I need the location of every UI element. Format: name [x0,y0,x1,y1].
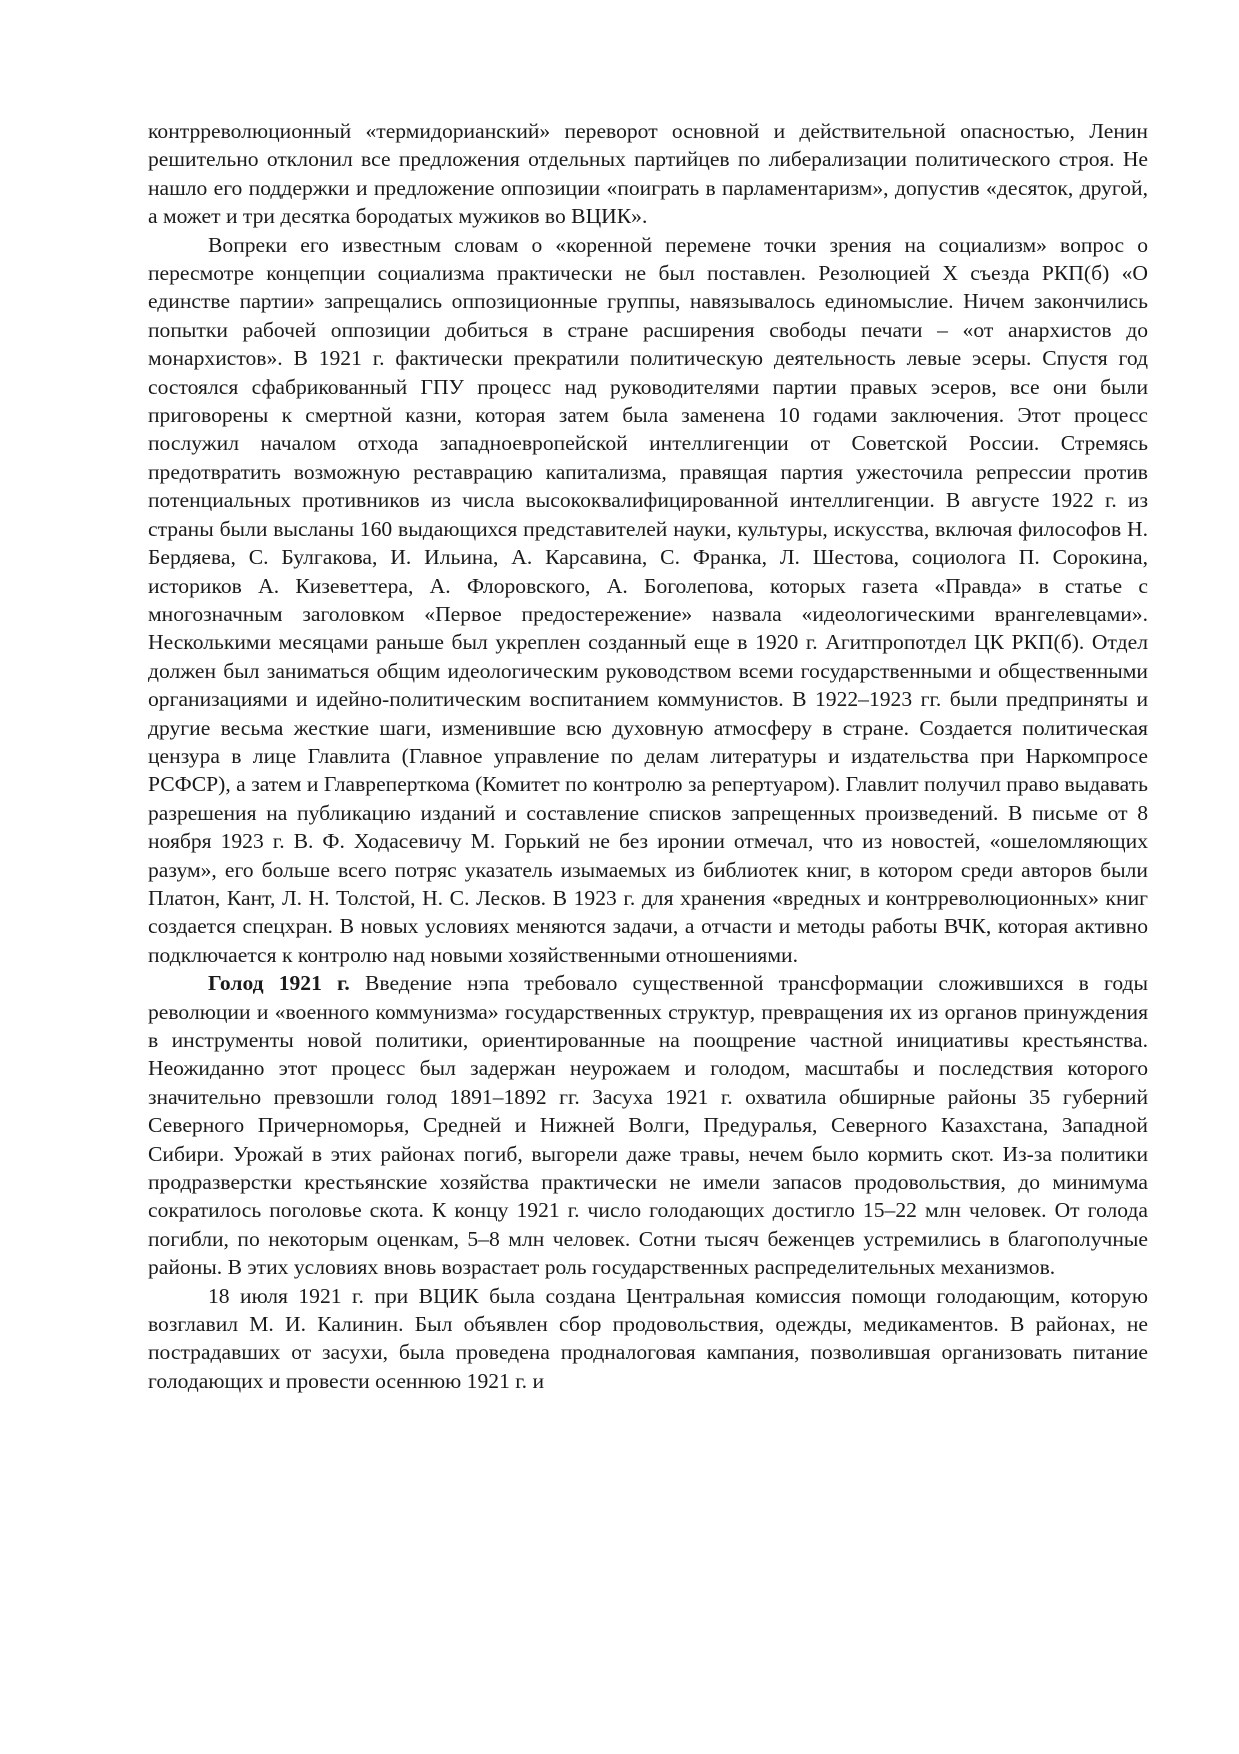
section-heading-famine: Голод 1921 г. [208,971,350,996]
paragraph-1-text: контрреволюционный «термидорианский» переворот основной и действительной опасностью, Ленин решительно отклонил все предложения отдельных партийцев по либерализации политического строя. Не нашло его поддержки и предложение оппозиции «поиграть в парламентаризм», допустив «десяток, другой, а может и три десятка бородатых мужиков во ВЦИК». [148,119,1148,229]
document-page [148,117,1148,1395]
paragraph-4 [148,1282,1148,1396]
paragraph-2 [148,231,1148,970]
paragraph-2-text: Вопреки его известным словам о «коренной перемене точки зрения на социализм» вопрос о пересмотре концепции социализма практически не был поставлен. Резолюцией X съезда РКП(б) «О единстве партии» запрещались оппозиционные группы, навязывалось единомыслие. Ничем закончились попытки рабочей оппозиции добиться в стране расширения свободы печати – «от анархистов до монархистов». В 1921 г. фактически прекратили политическую деятельность левые эсеры. Спустя год состоялся сфабрикованный ГПУ процесс над руководителями партии правых эсеров, все они были приговорены к смертной казни, которая затем была заменена 10 годами заключения. Этот процесс послужил началом отхода западноевропейской интеллигенции от Советской России. Стремясь предотвратить возможную реставрацию капитализма, правящая партия ужесточила репрессии против потенциальных противников из числа высококвалифицированной интеллигенции. В августе 1922 г. из страны были высланы 160 выдающихся представителей науки, культуры, искусства, включая философов Н. Бердяева, С. Булгакова, И. Ильина, А. Карсавина, С. Франка, Л. Шестова, социолога П. Сорокина, историков А. Кизеветтера, А. Флоровского, А. Боголепова, которых газета «Правда» в статье с многозначным заголовком «Первое предостережение» назвала «идеологическими врангелевцами». Несколькими месяцами раньше был укреплен созданный еще в 1920 г. Агитпропотдел ЦК РКП(б). Отдел должен был заниматься общим идеологическим руководством всеми государственными и общественными организациями и идейно-политическим воспитанием коммунистов. В 1922–1923 гг. были предприняты и другие весьма жесткие шаги, изменившие всю духовную атмосферу в стране. Создается политическая цензура в лице Главлита (Главное управление по делам литературы и издательства при Наркомпросе РСФСР), а затем и Главреперткома (Комитет по контролю за репертуаром). Главлит получил право выдавать разрешения на публикацию изданий и составление списков запрещенных произведений. В письме от 8 ноября 1923 г. В. Ф. Ходасевичу М. Горький не без иронии отмечал, что из новостей, «ошеломляющих разум», его больше всего потряс указатель изымаемых из библиотек книг, в котором среди авторов были Платон, Кант, Л. Н. Толстой, Н. С. Лесков. В 1923 г. для хранения «вредных и контрреволюционных» книг создается спецхран. В новых условиях меняются задачи, а отчасти и методы работы ВЧК, которая активно подключается к контролю над новыми хозяйственными отношениями. [148,232,1148,967]
paragraph-4-text: 18 июля 1921 г. при ВЦИК была создана Центральная комиссия помощи голодающим, которую возглавил М. И. Калинин. Был объявлен сбор продовольствия, одежды, медикаментов. В районах, не пострадавших от засухи, была проведена продналоговая кампания, позволившая организовать питание голодающих и провести осеннюю 1921 г. и [148,1283,1148,1393]
paragraph-1 [148,117,1148,231]
paragraph-3-text: Введение нэпа требовало существенной трансформации сложившихся в годы революции и «военного коммунизма» государственных структур, превращения их из органов принуждения в инструменты новой политики, ориентированные на поощрение частной инициативы крестьянства. Неожиданно этот процесс был задержан неурожаем и голодом, масштабы и последствия которого значительно превзошли голод 1891–1892 гг. Засуха 1921 г. охватила обширные районы 35 губерний Северного Причерноморья, Средней и Нижней Волги, Предуралья, Северного Казахстана, Западной Сибири. Урожай в этих районах погиб, выгорели даже травы, нечем было кормить скот. Из-за политики продразверстки крестьянские хозяйства практически не имели запасов продовольствия, до минимума сократилось поголовье скота. К концу 1921 г. число голодающих достигло 15–22 млн человек. От голода погибли, по некоторым оценкам, 5–8 млн человек. Сотни тысяч беженцев устремились в благополучные районы. В этих условиях вновь возрастает роль государственных распределительных механизмов. [148,971,1148,1280]
paragraph-3 [148,969,1148,1281]
